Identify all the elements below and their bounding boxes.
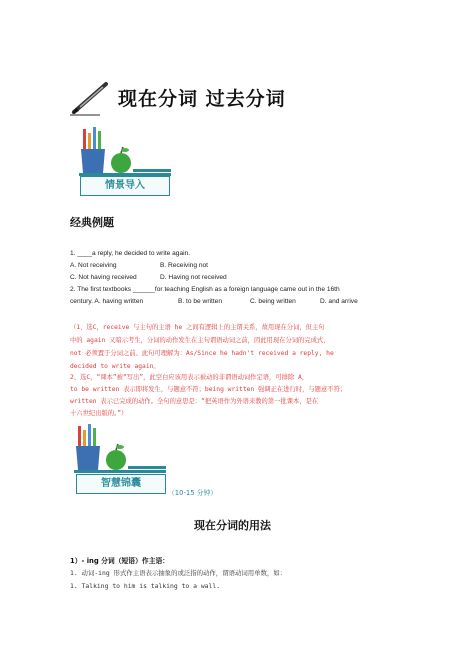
- usage-subheading: 1）- ing 分词（短语）作主语：: [70, 557, 170, 565]
- answer-line: 中的 again 又暗示考生，分词的动作发生在主句谓语动词之前，因此用现在分词的完成式，: [70, 337, 330, 344]
- banner-situation-intro-label: 情景导入: [105, 180, 145, 191]
- answer-line: to be written 表示即将发生，与题意不符；being written 强调正在进行时，与题意不符；: [70, 386, 347, 393]
- question-1-option-b: B. Receiving not: [160, 262, 209, 269]
- question-1-option-a: A. Not receiving: [70, 262, 117, 269]
- question-2-option-d: D. and arrive: [320, 298, 358, 305]
- answer-line: 2、选C，“课本”被“写出”，此空白应该用表示被动的非谓语动词作定语，可排除 A，: [70, 374, 309, 381]
- answer-line: 十六世纪出版的。”）: [70, 410, 128, 417]
- question-1-option-d: D. Having not received: [160, 274, 227, 281]
- section-heading-classic-examples: 经典例题: [70, 216, 114, 229]
- question-2-option-b: B. to be written: [178, 298, 222, 305]
- answer-line: decided to write again。: [70, 363, 160, 370]
- pen-icon: [70, 80, 110, 116]
- question-1-option-c: C. Not having received: [70, 274, 137, 281]
- answer-line: written 表示已完成的动作。全句的意思是：“把英语作为外语来教的第一批课本，是在: [70, 398, 319, 405]
- question-2-option-a: century. A. having written: [70, 298, 144, 305]
- question-2-stem: 2. The first textbooks ______for teaching English as a foreign language came out in the 16th: [70, 286, 340, 293]
- banner-situation-intro: [80, 176, 170, 196]
- duration-note: （10-15 分钟）: [168, 489, 218, 497]
- banner-wisdom-tips-label: 智慧锦囊: [101, 478, 141, 489]
- answer-line: （1、选C，receive 与主句的主语 he 之间有逻辑上的主谓关系，故用现在分词，但主句: [70, 324, 325, 331]
- section-heading-present-participle-usage: 现在分词的用法: [194, 519, 271, 532]
- page-title: 现在分词 过去分词: [118, 88, 286, 110]
- banner-wisdom-tips: [76, 474, 166, 494]
- question-2-option-c: C. being written: [250, 298, 296, 305]
- usage-example: 1. Talking to him is talking to a wall.: [70, 582, 221, 590]
- question-1-stem: 1. ____a reply, he decided to write again.: [70, 250, 191, 257]
- answer-line: not 必须置于分词之前。此句可理解为：As/Since he hadn't received a reply, he: [70, 350, 334, 357]
- usage-line: 1. 动词-ing 形式作主语表示抽象的或泛指的动作，谓语动词用单数，如：: [70, 569, 287, 577]
